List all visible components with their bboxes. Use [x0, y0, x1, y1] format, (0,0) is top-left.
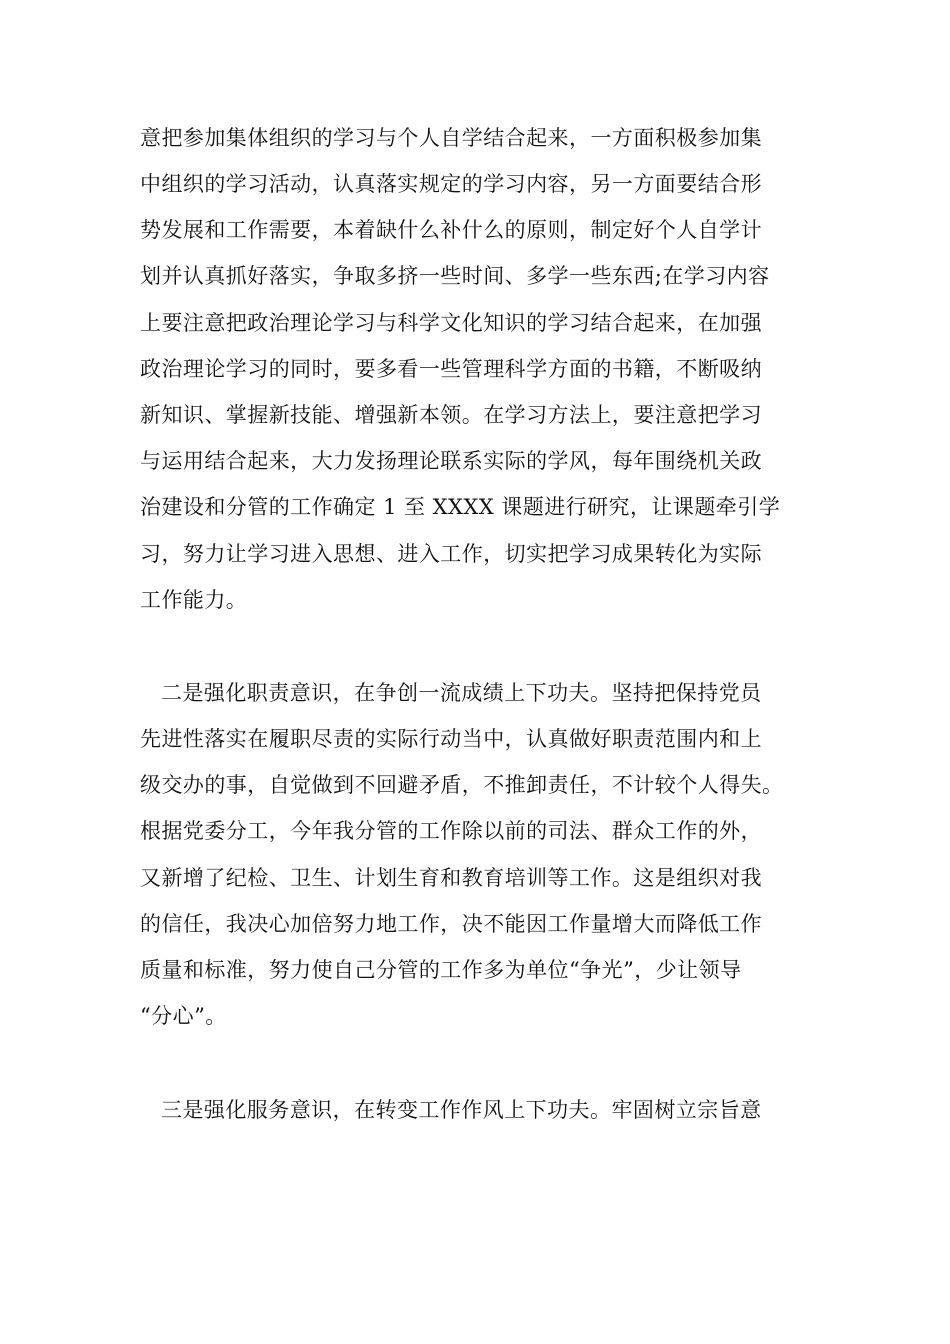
paragraph-line: 三是强化服务意识，在转变工作作风上下功夫。牢固树立宗旨意 — [161, 1098, 762, 1122]
paragraph-line: 势发展和工作需要，本着缺什么补什么的原则，制定好个人自学计 — [140, 218, 763, 242]
paragraph-line: 又新增了纪检、卫生、计划生育和教育培训等工作。这是组织对我 — [140, 866, 763, 890]
paragraph-line: “分心”。 — [140, 1004, 227, 1028]
paragraph-line: 先进性落实在履职尽责的实际行动当中，认真做好职责范围内和上 — [140, 727, 763, 751]
paragraph-line: 习，努力让学习进入思想、进入工作，切实把学习成果转化为实际 — [140, 542, 763, 566]
paragraph-line: 中组织的学习活动，认真落实规定的学习内容，另一方面要结合形 — [140, 172, 763, 196]
paragraph-line: 政治理论学习的同时，要多看一些管理科学方面的书籍，不断吸纳 — [140, 357, 763, 381]
paragraph-line: 质量和标准，努力使自己分管的工作多为单位“争光”，少让领导 — [140, 958, 742, 982]
paragraph-line: 意把参加集体组织的学习与个人自学结合起来，一方面积极参加集 — [140, 126, 763, 150]
paragraph-line: 级交办的事，自觉做到不回避矛盾，不推卸责任，不计较个人得失。 — [140, 773, 784, 797]
paragraph-line: 新知识、掌握新技能、增强新本领。在学习方法上，要注意把学习 — [140, 403, 763, 427]
paragraph-line: 根据党委分工，今年我分管的工作除以前的司法、群众工作的外， — [140, 819, 763, 843]
paragraph-line: 二是强化职责意识，在争创一流成绩上下功夫。坚持把保持党员 — [161, 681, 762, 705]
paragraph-line: 划并认真抓好落实，争取多挤一些时间、多学一些东西;在学习内容 — [140, 264, 770, 288]
paragraph-line: 上要注意把政治理论学习与科学文化知识的学习结合起来，在加强 — [140, 311, 763, 335]
paragraph-line: 治建设和分管的工作确定 1 至 XXXX 课题进行研究，让课题牵引学 — [140, 495, 781, 519]
paragraph-line: 的信任，我决心加倍努力地工作，决不能因工作量增大而降低工作 — [140, 912, 763, 936]
paragraph-line: 与运用结合起来，大力发扬理论联系实际的学风，每年围绕机关政 — [140, 449, 763, 473]
paragraph-line: 工作能力。 — [140, 588, 248, 612]
